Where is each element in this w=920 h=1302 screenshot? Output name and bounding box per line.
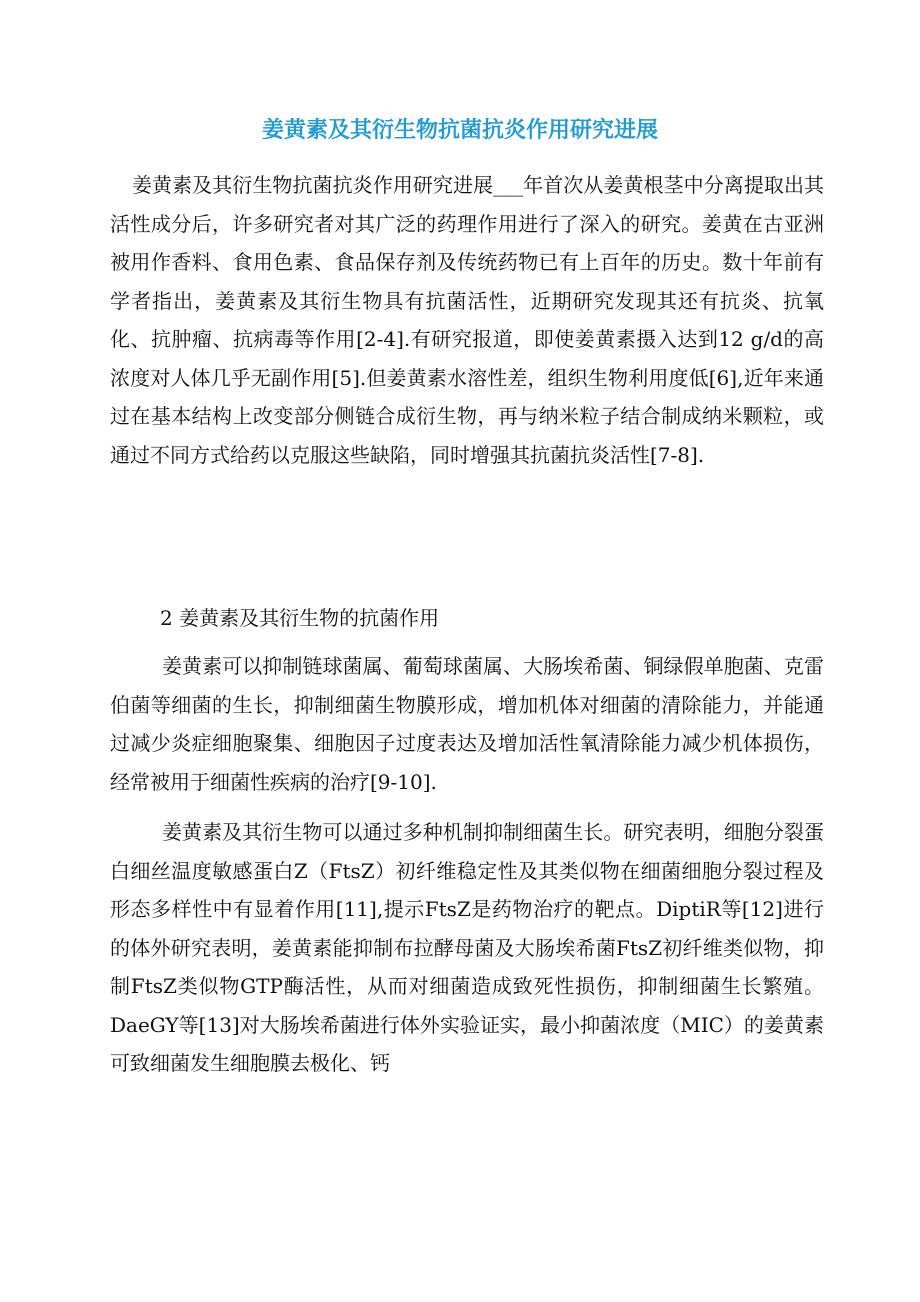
section-2-heading: 2 姜黄素及其衍生物的抗菌作用 — [160, 606, 440, 630]
page-title: 姜黄素及其衍生物抗菌抗炎作用研究进展 — [261, 118, 658, 143]
section-2-paragraph-1: 姜黄素可以抑制链球菌属、葡萄球菌属、大肠埃希菌、铜绿假单胞菌、克雷伯菌等细菌的生长，抑制细菌生物膜形成，增加机体对细菌的清除能力，并能通过减少炎症细胞聚集、细胞因子过度表达及增加活性氧清除能力减少机体损伤，经常被用于细菌性疾病的治疗[9-10]. — [110, 654, 824, 794]
section-2-paragraph-2: 姜黄素及其衍生物可以通过多种机制抑制细菌生长。研究表明，细胞分裂蛋白细丝温度敏感蛋白Z（FtsZ）初纤维稳定性及其类似物在细菌细胞分裂过程及形态多样性中有显着作用[11],提示FtsZ是药物治疗的靶点。DiptiR等[12]进行的体外研究表明，姜黄素能抑制布拉酵母菌及大肠埃希菌FtsZ初纤维类似物，抑制FtsZ类似物GTP酶活性，从而对细菌造成致死性损伤，抑制细菌生长繁殖。DaeGY等[13]对大肠埃希菌进行体外实验证实，最小抑菌浓度（MIC）的姜黄素可致细菌发生细胞膜去极化、钙 — [110, 820, 824, 1075]
intro-paragraph: 姜黄素及其衍生物抗菌抗炎作用研究进展___年首次从姜黄根茎中分离提取出其活性成分后，许多研究者对其广泛的药理作用进行了深入的研究。姜黄在古亚洲被用作香料、食用色素、食品保存剂及传统药物已有上百年的历史。数十年前有学者指出，姜黄素及其衍生物具有抗菌活性，近期研究发现其还有抗炎、抗氧化、抗肿瘤、抗病毒等作用[2-4].有研究报道，即使姜黄素摄入达到12 g/d的高浓度对人体几乎无副作用[5].但姜黄素水溶性差，组织生物利用度低[6],近年来通过在基本结构上改变部分侧链合成衍生物，再与纳米粒子结合制成纳米颗粒，或通过不同方式给药以克服这些缺陷，同时增强其抗菌抗炎活性[7-8]. — [110, 173, 824, 467]
